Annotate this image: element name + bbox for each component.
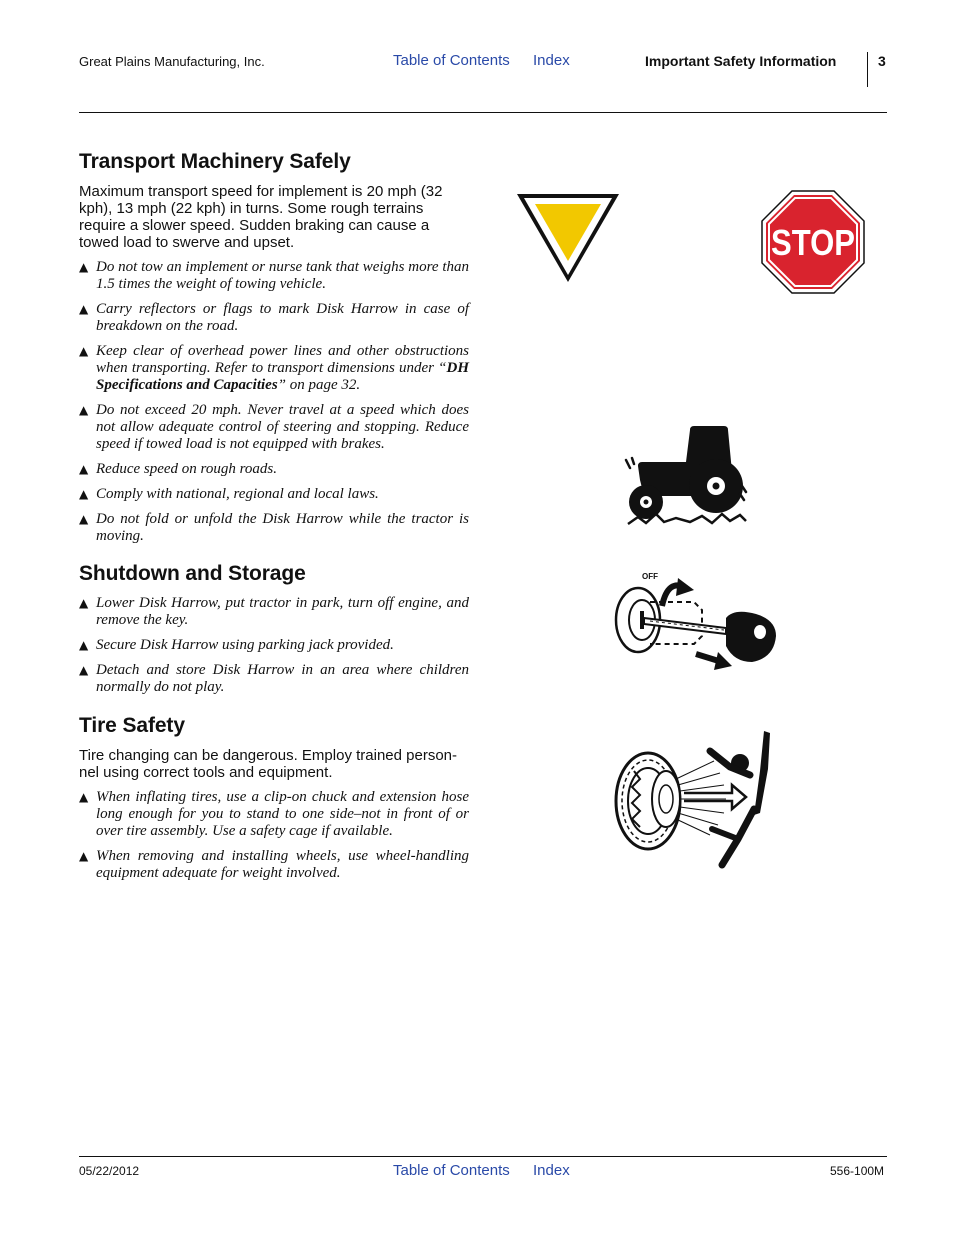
key-switch-off-label: OFF xyxy=(642,572,658,581)
header-section-title: Important Safety Information xyxy=(645,53,837,69)
list-item: ▲ Do not fold or unfold the Disk Harrow while the tractor is moving. xyxy=(79,511,469,544)
key-off-icon xyxy=(610,566,780,674)
header-divider xyxy=(867,52,868,87)
list-item: ▲ Do not tow an implement or nurse tank that weighs more than 1.5 times the weight of towing vehicle. xyxy=(79,259,469,292)
tire-heading: Tire Safety xyxy=(79,714,185,737)
footer-index-link[interactable]: Index xyxy=(533,1162,570,1179)
triangle-icon: ▲ xyxy=(79,302,89,316)
list-item: ▲ When removing and installing wheels, use wheel-handling equipment adequate for weight involved. xyxy=(79,848,469,881)
footer-toc-link[interactable]: Table of Contents xyxy=(393,1162,510,1179)
list-item: ▲ Reduce speed on rough roads. xyxy=(79,461,277,477)
tire-section xyxy=(79,714,469,882)
triangle-icon: ▲ xyxy=(79,462,89,476)
tire-bullets xyxy=(79,789,469,882)
triangle-icon: ▲ xyxy=(79,790,89,804)
triangle-icon: ▲ xyxy=(79,638,89,652)
header-company: Great Plains Manufacturing, Inc. xyxy=(79,54,265,69)
triangle-icon: ▲ xyxy=(79,487,89,501)
triangle-icon: ▲ xyxy=(79,403,89,417)
transport-heading: Transport Machinery Safely xyxy=(79,150,351,173)
footer-doc-number: 556-100M xyxy=(830,1164,885,1178)
shutdown-heading: Shutdown and Storage xyxy=(79,562,306,585)
triangle-icon: ▲ xyxy=(79,849,89,863)
shutdown-section xyxy=(79,562,469,696)
footer-rule xyxy=(79,1156,887,1157)
list-item: ▲ Lower Disk Harrow, put tractor in park, turn off engine, and remove the key. xyxy=(79,595,469,628)
triangle-icon: ▲ xyxy=(79,260,89,274)
header-rule xyxy=(79,112,887,113)
tractor-icon xyxy=(624,424,750,528)
triangle-icon: ▲ xyxy=(79,596,89,610)
spec-reference[interactable]: DH Specifications and Capacities xyxy=(96,360,469,393)
list-item: ▲ Comply with national, regional and local laws. xyxy=(79,486,379,502)
tire-explosion-icon xyxy=(614,729,772,869)
yield-sign-icon xyxy=(514,191,622,285)
list-item: ▲ Keep clear of overhead power lines and other obstructions when transporting. Refer to transport dimensions under “DH Specifications and Capacities” on page 32. xyxy=(79,343,469,393)
header-index-link[interactable]: Index xyxy=(533,52,570,69)
list-item: ▲ Carry reflectors or flags to mark Disk Harrow in case of breakdown on the road. xyxy=(79,301,469,334)
list-item: ▲ When inflating tires, use a clip-on chuck and extension hose long enough for you to stand to one side–not in front of or over tire assembly. Use a safety cage if available. xyxy=(79,789,469,839)
transport-section xyxy=(79,150,469,545)
stop-sign-text: STOP xyxy=(771,222,855,263)
header-toc-link[interactable]: Table of Contents xyxy=(393,52,510,69)
tire-intro: Tire changing can be dangerous. Employ trained person-nel using correct tools and equipment. xyxy=(79,747,458,781)
triangle-icon: ▲ xyxy=(79,344,89,358)
page-number: 3 xyxy=(878,53,886,69)
shutdown-bullets xyxy=(79,595,469,696)
list-item: ▲ Secure Disk Harrow using parking jack provided. xyxy=(79,637,394,653)
stop-sign-icon xyxy=(761,190,865,294)
transport-bullets xyxy=(79,259,469,545)
list-item: ▲ Do not exceed 20 mph. Never travel at a speed which does not allow adequate control of steering and stopping. Reduce speed if towed load is not equipped with brakes. xyxy=(79,402,469,452)
list-item: ▲ Detach and store Disk Harrow in an area where children normally do not play. xyxy=(79,662,469,695)
triangle-icon: ▲ xyxy=(79,663,89,677)
transport-intro: Maximum transport speed for implement is 20 mph (32 kph), 13 mph (22 kph) in turns. Some rough terrains require a slower speed. Sudden braking can cause a towed load to swerve and upset. xyxy=(79,183,443,251)
footer-date: 05/22/2012 xyxy=(79,1164,140,1178)
triangle-icon: ▲ xyxy=(79,512,89,526)
